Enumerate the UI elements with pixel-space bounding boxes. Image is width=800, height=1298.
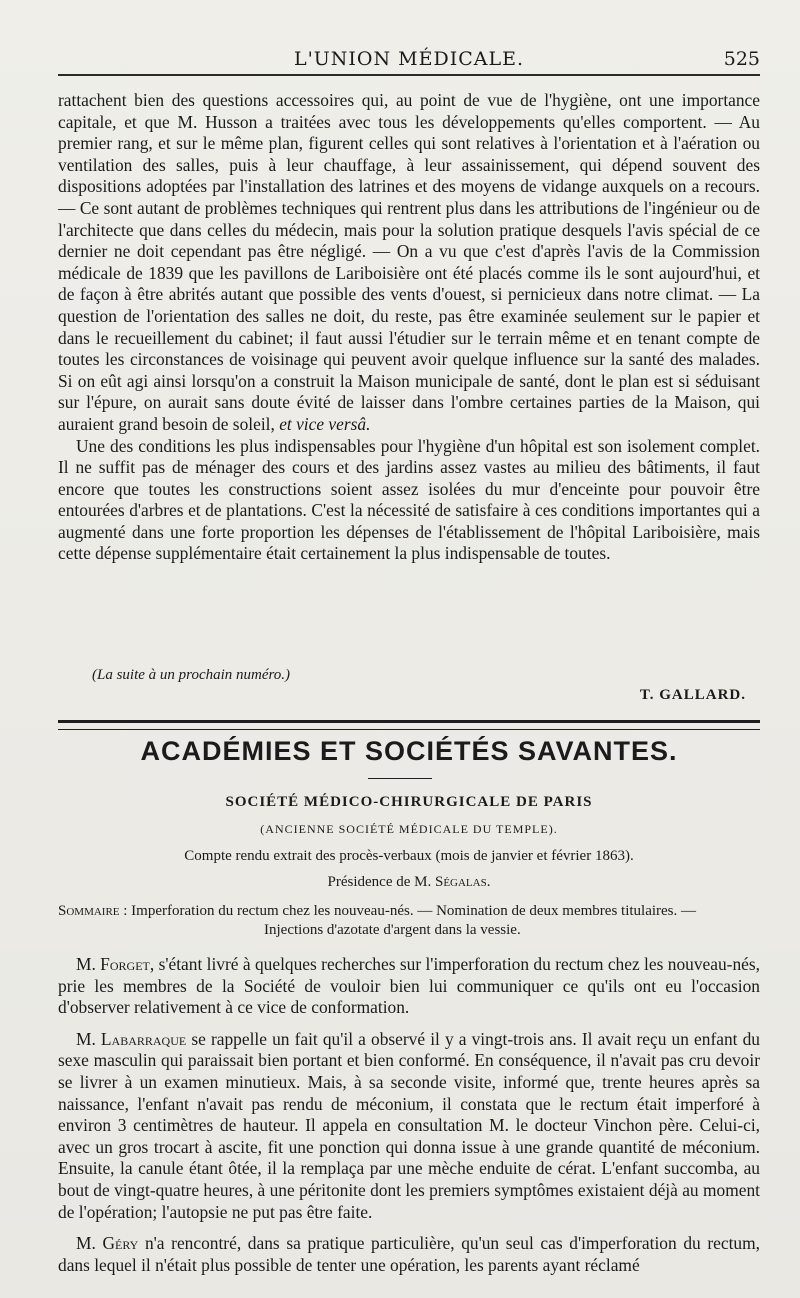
header-rule (58, 74, 760, 76)
running-title: L'UNION MÉDICALE. (293, 48, 525, 70)
heading-rule (368, 778, 432, 779)
summary-block (58, 902, 760, 940)
article-paragraph-1 (58, 90, 760, 436)
section-divider (58, 720, 760, 730)
paragraph-text: s'étant livré à quelques recherches sur l'imperforation du rectum chez les nouveau-nés, prie les membres de la Société de vouloir bien lui communiquer ce qu'ils ont eu l'occasion d'observer relativement à ce vice de conformation. (58, 954, 760, 1018)
article-paragraph-2: Une des conditions les plus indispensables pour l'hygiène d'un hôpital est son isolement complet. Il ne suffit pas de ménager des cours et des jardins assez vastes au milieu des bâtiments, il faut encore que toutes les constructions soient assez isolées du mur d'enceinte pour pouvoir être entourées d'arbres et de plantations. C'est la nécessité de satisfaire à ces conditions importantes qui a augmenté dans une forte proportion les dépenses de l'établissement de l'hôpital Lariboisière, mais cette dépense supplémentaire était certainement la plus indispensable de toutes. (58, 435, 760, 564)
proceedings-body (58, 954, 760, 1286)
summary-label: Sommaire (58, 903, 120, 919)
page-header (58, 44, 760, 78)
summary-text-1: : Imperforation du rectum chez les nouveau-nés. — Nomination de deux membres titulaires. — (119, 903, 697, 919)
summary-text-2: Injections d'azotate d'argent dans la vessie. (264, 922, 521, 938)
paragraph-text: n'a rencontré, dans sa pratique particulière, qu'un seul cas d'imperforation du rectum, dans lequel il n'était plus possible de tenter une opération, les parents ayant réclamé (58, 1233, 760, 1275)
report-subtitle: Compte rendu extrait des procès-verbaux (mois de janvier et février 1863). (184, 848, 634, 864)
speaker-name: M. Géry (76, 1233, 139, 1254)
article-body (58, 90, 760, 565)
society-name: SOCIÉTÉ MÉDICO-CHIRURGICALE DE PARIS (225, 794, 593, 810)
paragraph-text: rattachent bien des questions accessoires qui, au point de vue de l'hygiène, ont une importance capitale, et que M. Husson a traitées avec tous les développements qu'elles comportent. — Au premier rang, et sur le même plan, figurent celles qui sont relatives à l'orientation et à l'aération ou ventilation des salles, puis à leur chauffage, à leur assainissement, qui dépend souvent des dispositions adoptées par l'installation des latrines et des moyens de vidange auxquels on a recours. — Ce sont autant de problèmes techniques qui rentrent plus dans les attributions de l'ingénieur ou de l'architecte que dans celles du médecin, mais pour la solution pratique desquels l'avis spécial de ce dernier ne doit cependant pas être négligé. — On a vu que c'est d'après l'avis de la Commission médicale de 1839 que les pavillons de Lariboisière ont été placés comme ils le sont aujourd'hui, et de façon à être abrités autant que possible des vents d'ouest, si pernicieux dans notre climat. — La question de l'orientation des salles ne doit, du reste, pas être examinée seulement sur le papier et dans le recueillement du cabinet; il faut aussi l'étudier sur le terrain même et en tenant compte de toutes les circonstances de voisinage qui peuvent avoir quelque influence sur la santé des malades. Si on eût agi ainsi lorsqu'on a construit la Maison municipale de santé, dont le plan est si séduisant sur l'épure, on aurait sans doute évité de laisser dans l'ombre certaines parties de la Maison, qui auraient grand besoin de soleil, (58, 90, 760, 434)
section-heading: ACADÉMIES ET SOCIÉTÉS SAVANTES. (140, 736, 678, 766)
presidency-prefix: Présidence de M. (327, 874, 435, 890)
proceedings-paragraph-1 (58, 954, 760, 1019)
speaker-name: M. Forget, (76, 954, 155, 974)
presidency-line (58, 874, 760, 891)
author-signature: T. GALLARD. (639, 687, 746, 703)
italic-phrase: et vice versâ. (279, 413, 371, 434)
proceedings-paragraph-3 (58, 1233, 760, 1276)
paragraph-text: se rappelle un fait qu'il a observé il y a vingt-trois ans. Il avait reçu un enfant du sexe masculin qui paraissait bien portant et bien conformé. En conséquence, il n'avait pas cru devoir se livrer à un examen minutieux. Mais, à sa seconde visite, informé que, trente heures après sa naissance, l'enfant n'avait pas rendu de méconium, il constata que le rectum était imperforé à environ 3 centimètres de hauteur. Il appela en consultation M. le docteur Vinchon père. Celui-ci, avec un gros trocart à ascite, fit une ponction qui donna issue à une grande quantité de méconium. Ensuite, la canule étant ôtée, il la remplaça par une mèche enduite de cérat. L'enfant succomba, au bout de vingt-quatre heures, à une péritonite dont les premiers symptômes existaient déjà au moment de l'opération; l'autopsie ne put pas être faite. (58, 1028, 760, 1222)
president-name: Ségalas. (434, 874, 491, 890)
proceedings-paragraph-2 (58, 1029, 760, 1223)
society-former-name: (ANCIENNE SOCIÉTÉ MÉDICALE DU TEMPLE). (260, 822, 558, 836)
continuation-note: (La suite à un prochain numéro.) (92, 667, 291, 683)
page-number: 525 (723, 48, 760, 70)
speaker-name: M. Labarraque (76, 1028, 187, 1049)
